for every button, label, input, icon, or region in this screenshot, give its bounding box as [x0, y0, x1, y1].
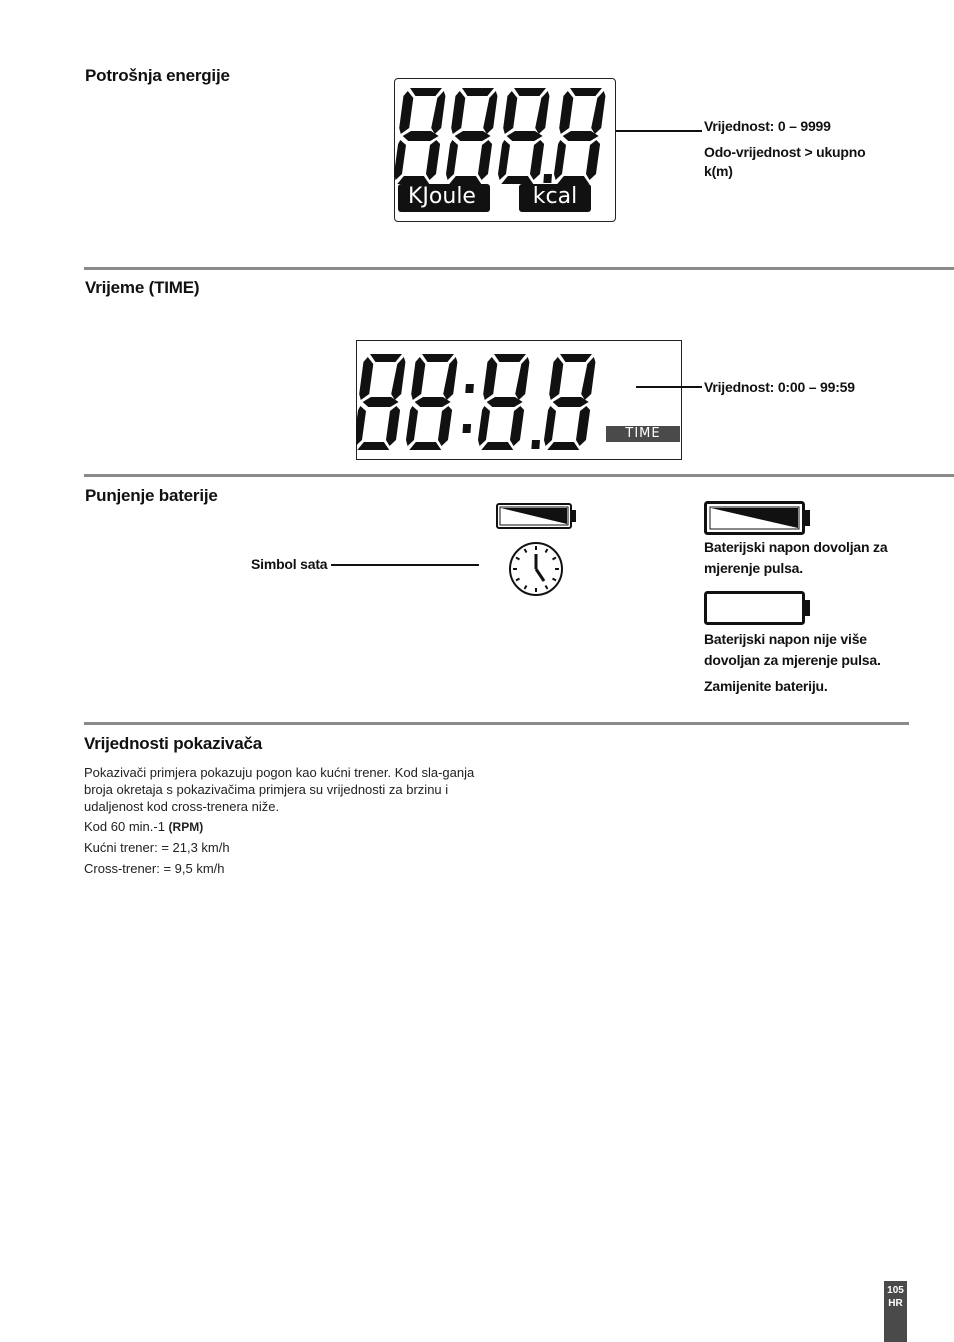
values-title: Vrijednosti pokazivača [84, 734, 262, 753]
values-rpm-line [84, 818, 203, 836]
values-cross-trainer: Cross-trener: = 9,5 km/h [84, 861, 225, 876]
section-divider [84, 722, 909, 725]
energy-lcd-kjoule-label: KJoule [408, 184, 476, 209]
battery-full-icon [704, 501, 810, 535]
battery-empty-icon [704, 591, 810, 625]
clock-symbol-label: Simbol sata [251, 556, 328, 572]
time-lcd-label: TIME [625, 426, 661, 441]
clock-icon [508, 541, 564, 597]
battery-title: Punjenje baterije [85, 486, 218, 505]
values-rpm-bold: (RPM) [168, 820, 204, 834]
time-title: Vrijeme (TIME) [85, 278, 200, 297]
values-paragraph: Pokazivači primjera pokazuju pogon kao kućni trener. Kod sla-ganja broja okretaja s pokazivačima primjera su vrijednosti za brzinu i udaljenost kod cross-trenera niže. [84, 765, 475, 814]
energy-note-odo: Odo-vrijednost > ukupno k(m) [704, 144, 866, 179]
energy-title: Potrošnja energije [85, 66, 230, 85]
page-tab [884, 1281, 907, 1342]
battery-replace-note: Zamijenite bateriju. [704, 678, 828, 694]
energy-lcd-kcal-label: kcal [532, 184, 578, 209]
values-rpm-prefix: Kod 60 min.-1 [84, 819, 169, 834]
time-leader-line [636, 386, 702, 388]
energy-leader-line [616, 130, 702, 132]
battery-full-note: Baterijski napon dovoljan za mjerenje pulsa. [704, 539, 888, 576]
values-home-trainer: Kućni trener: = 21,3 km/h [84, 840, 230, 855]
page-language: HR [888, 1298, 903, 1309]
battery-full-icon [496, 503, 578, 529]
section-divider [84, 267, 954, 270]
page-number: 105 [887, 1285, 904, 1296]
section-divider [84, 474, 954, 477]
energy-note-range: Vrijednost: 0 – 9999 [704, 118, 831, 134]
clock-leader-line [331, 564, 479, 566]
time-note: Vrijednost: 0:00 – 99:59 [704, 379, 855, 395]
battery-empty-note: Baterijski napon nije više dovoljan za mjerenje pulsa. [704, 631, 881, 668]
